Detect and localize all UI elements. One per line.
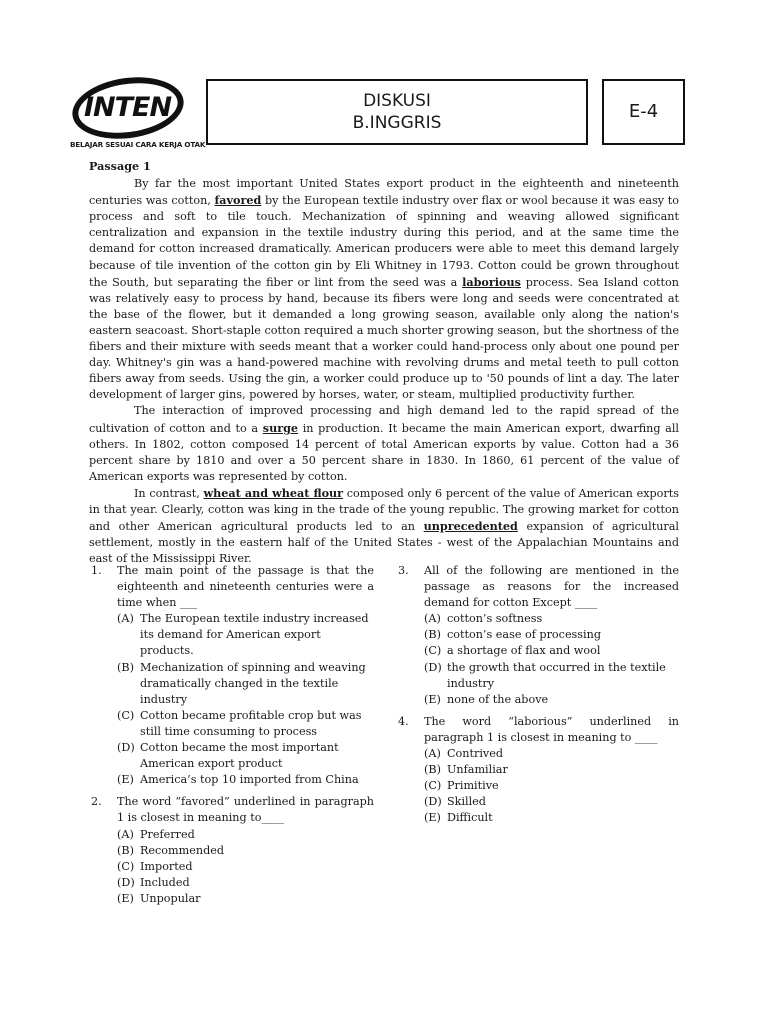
paragraph-text: composed only 6 percent of the value of American exports in that year. Clearly, cotton was king in the trade of the young republic. The growing market for cotton and other American agricultural products led to an xyxy=(89,486,679,534)
option-text: Skilled xyxy=(447,795,486,809)
answer-option xyxy=(424,762,679,778)
answer-option xyxy=(424,794,679,810)
answer-option xyxy=(424,692,679,708)
option-text: Cotton became the most important American export product xyxy=(140,741,339,771)
option-text: none of the above xyxy=(447,692,549,706)
answer-option xyxy=(117,708,374,740)
option-text: Preferred xyxy=(140,827,195,841)
option-text: cotton’s ease of processing xyxy=(447,628,601,642)
option-label: (A) xyxy=(424,612,441,626)
option-text: Contrived xyxy=(447,747,504,761)
paragraph-1 xyxy=(89,176,679,403)
code-box xyxy=(602,79,685,145)
option-label: (C) xyxy=(424,779,442,793)
option-label: (A) xyxy=(424,747,441,761)
keyword-unprecedented: unprecedented xyxy=(423,519,518,534)
keyword-wheat-and-wheat-flour: wheat and wheat flour xyxy=(203,485,344,500)
passage-title: Passage 1 xyxy=(89,159,151,173)
keyword-surge: surge xyxy=(262,420,299,435)
paragraph-text: By far the most important United States export product in the eighteenth and nineteenth centuries was cotton, xyxy=(89,177,679,208)
paragraph-text: by the European textile industry over flax or wool because it was easy to process and soft to tile touch. Mechanization of spinning and weaving allowed significant centralization and expansion in the textile industry during this period, and at the same time the demand for cotton increased dramatically. American producers were able to meet this demand largely because of tile invention of the cotton gin by Eli Whitney in 1793. Cotton could be grown throughout the South, but separating the fiber or lint from the seed was a xyxy=(89,194,679,289)
option-label: (B) xyxy=(117,660,134,674)
option-label: (D) xyxy=(117,875,135,889)
option-text: Difficult xyxy=(447,811,493,825)
answer-option xyxy=(117,859,374,875)
question-1 xyxy=(91,563,374,788)
answer-option xyxy=(117,891,374,907)
question-3 xyxy=(398,563,679,708)
keyword-favored: favored xyxy=(214,193,262,208)
paragraph-text: In contrast, xyxy=(134,486,204,500)
option-text: Primitive xyxy=(447,779,499,793)
question-number: 4. xyxy=(398,714,409,728)
option-label: (B) xyxy=(117,843,134,857)
option-text: Unpopular xyxy=(140,891,201,905)
question-stem: The main point of the passage is that the eighteenth and nineteenth centuries were a time when ___ xyxy=(117,564,374,610)
paragraph-text: in production. It became the main American export, dwarfing all others. In 1802, cotton composed 14 percent of total American exports by value. Cotton had a 36 percent share by 1810 and over a 50 percent share in 1830. In 1860, 61 percent of the value of American exports was represented by cotton. xyxy=(89,421,679,483)
option-label: (E) xyxy=(424,692,441,706)
answer-option xyxy=(117,740,374,772)
option-text: The European textile industry increased its demand for American export products. xyxy=(140,612,369,658)
option-label: (E) xyxy=(117,773,134,787)
option-label: (A) xyxy=(117,612,134,626)
document-code: E-4 xyxy=(628,101,659,122)
option-label: (E) xyxy=(117,891,134,905)
paragraph-3 xyxy=(89,485,679,567)
paragraph-2 xyxy=(89,403,679,484)
answer-option xyxy=(117,772,374,788)
option-text: America’s top 10 imported from China xyxy=(140,773,359,787)
answer-option xyxy=(424,660,679,692)
answer-option xyxy=(424,627,679,643)
question-stem: The word “favored” underlined in paragraph 1 is closest in meaning to____ xyxy=(117,795,374,825)
answer-option xyxy=(117,875,374,891)
questions-right-column xyxy=(398,563,679,833)
answer-option xyxy=(117,611,374,659)
option-label: (C) xyxy=(117,708,135,722)
answer-option xyxy=(424,643,679,659)
keyword-laborious: laborious xyxy=(462,274,521,289)
inten-logo xyxy=(70,78,206,150)
title-line-1: DISKUSI xyxy=(363,91,431,111)
question-number: 1. xyxy=(91,564,102,577)
answer-option xyxy=(424,746,679,762)
option-text: Mechanization of spinning and weaving dramatically changed in the textile industry xyxy=(140,660,366,706)
answer-option xyxy=(424,778,679,794)
questions-left-column xyxy=(91,563,374,913)
passage xyxy=(89,158,679,567)
option-label: (B) xyxy=(424,763,441,777)
answer-option xyxy=(117,660,374,708)
option-label: (D) xyxy=(424,795,442,809)
option-text: Imported xyxy=(140,859,193,873)
option-text: Unfamiliar xyxy=(447,763,508,777)
question-number: 3. xyxy=(398,564,409,577)
question-number: 2. xyxy=(91,795,102,809)
paragraph-text: The interaction of improved processing and high demand led to the rapid spread of the cultivation of cotton and to a xyxy=(89,404,679,435)
question-stem: All of the following are mentioned in the passage as reasons for the increased demand for cotton Except ____ xyxy=(424,564,679,610)
question-stem: The word “laborious” underlined in paragraph 1 is closest in meaning to ____ xyxy=(424,714,679,744)
answer-option xyxy=(117,843,374,859)
option-label: (D) xyxy=(424,660,442,674)
logo-text: INTEN xyxy=(84,92,172,123)
answer-option xyxy=(424,611,679,627)
title-box xyxy=(206,79,588,145)
paragraph-text: process. Sea Island cotton was relatively easy to process by hand, because its fibers were long and seeds were concentrated at the base of the flower, but it demanded a long growing season, available only along the nation's eastern seacoast. Short-staple cotton required a much shorter growing season, but the shortness of the fibers and their mixture with seeds meant that a worker could hand-process only about one pound per day. Whitney's gin was a hand-powered machine with revolving drums and metal teeth to pull cotton fibers away from seeds. Using the gin, a worker could produce up to '50 pounds of lint a day. The later development of larger gins, powered by horses, water, or steam, multiplied productivity further. xyxy=(89,275,679,402)
option-text: the growth that occurred in the textile industry xyxy=(447,660,666,690)
option-text: a shortage of flax and wool xyxy=(447,644,601,658)
question-4 xyxy=(398,714,679,827)
option-label: (D) xyxy=(117,741,135,755)
option-label: (E) xyxy=(424,811,441,825)
option-text: Recommended xyxy=(140,843,225,857)
title-line-2: B.INGGRIS xyxy=(352,113,442,133)
option-text: cotton’s softness xyxy=(447,612,543,626)
option-label: (C) xyxy=(117,859,135,873)
logo-tagline: BELAJAR SESUAI CARA KERJA OTAK xyxy=(70,140,206,149)
question-2 xyxy=(91,794,374,907)
answer-option xyxy=(117,827,374,843)
option-label: (B) xyxy=(424,628,441,642)
option-text: Included xyxy=(140,875,190,889)
option-text: Cotton became profitable crop but was still time consuming to process xyxy=(140,708,362,738)
answer-option xyxy=(424,810,679,826)
option-label: (C) xyxy=(424,644,442,658)
paragraph-text: expansion of agricultural settlement, mostly in the eastern half of the United States - west of the Appalachian Mountains and east of the Mississippi River. xyxy=(89,520,680,566)
option-label: (A) xyxy=(117,827,134,841)
